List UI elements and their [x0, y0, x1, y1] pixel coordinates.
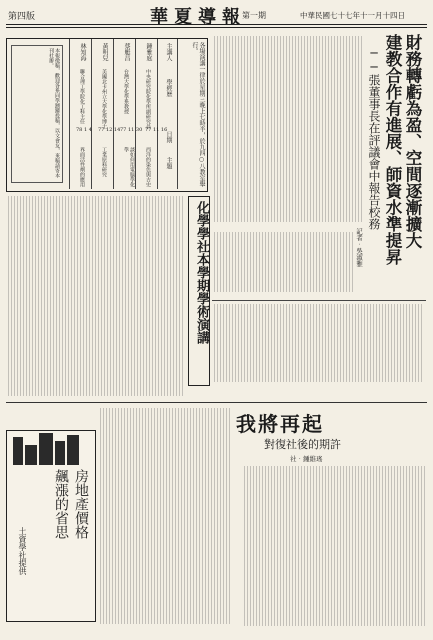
- col-header-date: 日期: [165, 131, 172, 143]
- lecture-title-box: [188, 196, 210, 386]
- row-3-topic: 工業原料研究: [101, 147, 107, 177]
- row-4-background: 聯合理工學院化工科主任: [79, 69, 85, 124]
- lecture-body-text: [8, 196, 184, 396]
- feature-headline: 我將再起: [236, 412, 324, 436]
- row-3-speaker: 黃明兒: [101, 43, 108, 61]
- col-header-speaker: 主講人: [165, 43, 172, 61]
- col-header-topic: 主題: [165, 157, 172, 169]
- feature-byline: 社‧鍾維瑤: [290, 455, 323, 463]
- lecture-title: 化學學社本學期學術演講: [194, 201, 209, 344]
- header-rule-thin: [6, 27, 427, 28]
- lead-body-text-mid: [214, 232, 354, 292]
- lead-body-text-lower: [214, 304, 424, 382]
- row-1-background: 中央研究院化學所副研究員: [145, 69, 151, 129]
- notice-box: [11, 45, 63, 183]
- table-row-rule: [135, 39, 136, 189]
- ad-line-1: 房地產價格: [73, 469, 89, 539]
- lead-subhead: ──張董事長在評議會中報告校務: [367, 46, 381, 230]
- building-icon: [55, 441, 65, 465]
- page-number: 第四版: [8, 12, 36, 22]
- ad-line-2: 飆漲的省思: [53, 469, 69, 539]
- lead-body-text-upper: [214, 36, 364, 222]
- lead-headline-1: 財務轉虧為盈、空間逐漸擴大: [403, 34, 422, 249]
- row-2-background: 台灣大學化學系教授: [123, 69, 129, 114]
- table-row-rule: [157, 39, 158, 189]
- building-icon: [67, 435, 79, 465]
- table-row-rule: [91, 39, 92, 189]
- row-3-date: 77 12 14: [98, 127, 121, 133]
- table-col-rule: [177, 39, 178, 189]
- building-icon: [13, 437, 23, 465]
- issue-date: 中華民國七十七年十一月十四日: [300, 11, 405, 20]
- lead-byline: 記者‧吳淑雅: [355, 228, 363, 267]
- lecture-notice: 各場演講一律於星期三晚上七時半，於九四○八教室舉行。: [191, 42, 205, 187]
- building-icon: [25, 445, 37, 465]
- feature-subhead: 對復社後的期許: [264, 438, 341, 451]
- lead-headline-2: 建教合作有進展、師資水準提昇: [383, 34, 402, 265]
- row-3-background: 美國北卡州立大學化學博士: [101, 69, 107, 129]
- middle-body-text: [100, 408, 230, 624]
- table-row-rule: [69, 39, 70, 189]
- lead-story: [212, 32, 426, 386]
- header-rule: [6, 24, 427, 25]
- table-row-rule: [113, 39, 114, 189]
- ad-box: [6, 430, 96, 622]
- issue-number: 第一期: [242, 11, 266, 20]
- row-2-date: 77 11 30: [120, 127, 143, 133]
- building-icon: [39, 433, 53, 465]
- row-1-topic: 西洋的染色與古史: [145, 147, 151, 187]
- section-divider: [6, 402, 427, 403]
- row-2-speaker: 蔡艇昌: [123, 43, 130, 61]
- lead-divider: [212, 300, 426, 301]
- ad-credit: 土資學社提供: [18, 527, 27, 575]
- row-4-date: 78 1 4: [76, 127, 92, 133]
- row-1-speaker: 鍾雅庭: [145, 43, 152, 61]
- row-4-topic: 界面活性劑的應用: [79, 147, 85, 187]
- row-2-topic: 談如何用電腦學化學: [123, 147, 135, 187]
- feature-body-text: [244, 466, 426, 626]
- row-4-speaker: 林知海: [79, 43, 86, 61]
- masthead: 華夏導報: [150, 7, 246, 28]
- row-1-date: 77 11 16: [145, 127, 168, 133]
- lecture-table: [6, 38, 208, 192]
- notice-text: 本報徵稿，歡迎各系同學踴躍投稿，以文會友，來稿請寄本刊社辦。: [48, 48, 60, 178]
- col-header-background: 學經歷: [165, 79, 172, 97]
